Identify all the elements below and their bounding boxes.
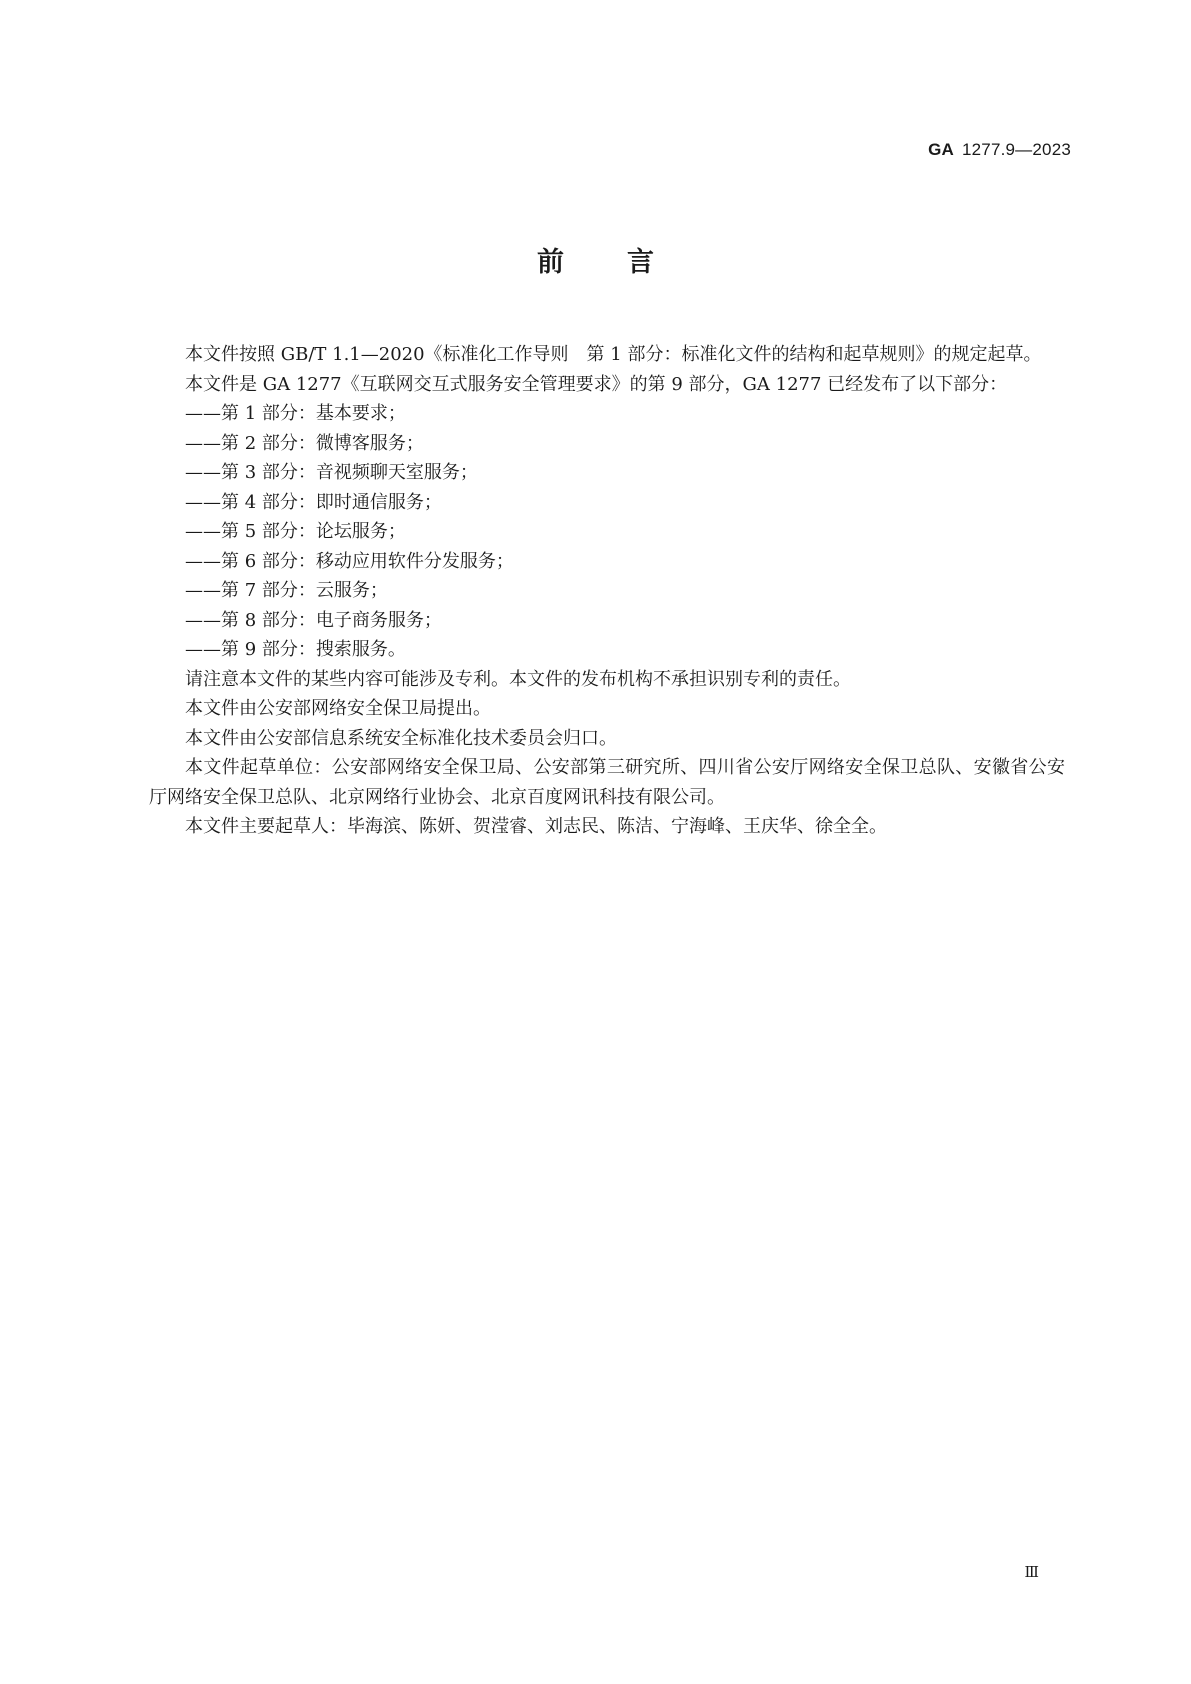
standard-code-number: 1277.9—2023: [961, 140, 1071, 159]
standard-code: [928, 140, 1071, 160]
paragraph-administrator: 本文件由公安部信息系统安全标准化技术委员会归口。: [185, 727, 617, 749]
list-item: ——第 8 部分：电子商务服务；: [185, 609, 442, 631]
list-item: ——第 6 部分：移动应用软件分发服务；: [185, 550, 514, 572]
list-item: ——第 4 部分：即时通信服务；: [185, 491, 442, 513]
paragraph-proposer: 本文件由公安部网络安全保卫局提出。: [185, 698, 491, 719]
page-title: 前言: [537, 247, 717, 278]
foreword-body: [149, 340, 1065, 842]
list-item: ——第 7 部分：云服务；: [185, 580, 388, 601]
paragraph-parts-intro: 本文件是 GA 1277《互联网交互式服务安全管理要求》的第 9 部分，GA 1277 已经发布了以下部分：: [185, 373, 1008, 395]
paragraph-drafting-units: 本文件起草单位：公安部网络安全保卫局、公安部第三研究所、四川省公安厅网络安全保卫总队、安徽省公安厅网络安全保卫总队、北京网络行业协会、北京百度网讯科技有限公司。: [149, 757, 1065, 808]
list-item: ——第 2 部分：微博客服务；: [185, 432, 424, 454]
list-item: ——第 1 部分：基本要求；: [185, 403, 406, 424]
paragraph-drafters: 本文件主要起草人：毕海滨、陈妍、贺滢睿、刘志民、陈洁、宁海峰、王庆华、徐全全。: [185, 816, 887, 837]
paragraph-drafting-rules: 本文件按照 GB/T 1.1—2020《标准化工作导则 第 1 部分：标准化文件的结构和起草规则》的规定起草。: [185, 344, 1042, 365]
list-item: ——第 5 部分：论坛服务；: [185, 521, 406, 542]
page-number: Ⅲ: [1024, 1563, 1039, 1581]
standard-code-prefix: GA: [928, 140, 954, 159]
list-item: ——第 3 部分：音视频聊天室服务；: [185, 462, 478, 483]
paragraph-patent-notice: 请注意本文件的某些内容可能涉及专利。本文件的发布机构不承担识别专利的责任。: [185, 668, 851, 690]
list-item: ——第 9 部分：搜索服务。: [185, 639, 406, 660]
